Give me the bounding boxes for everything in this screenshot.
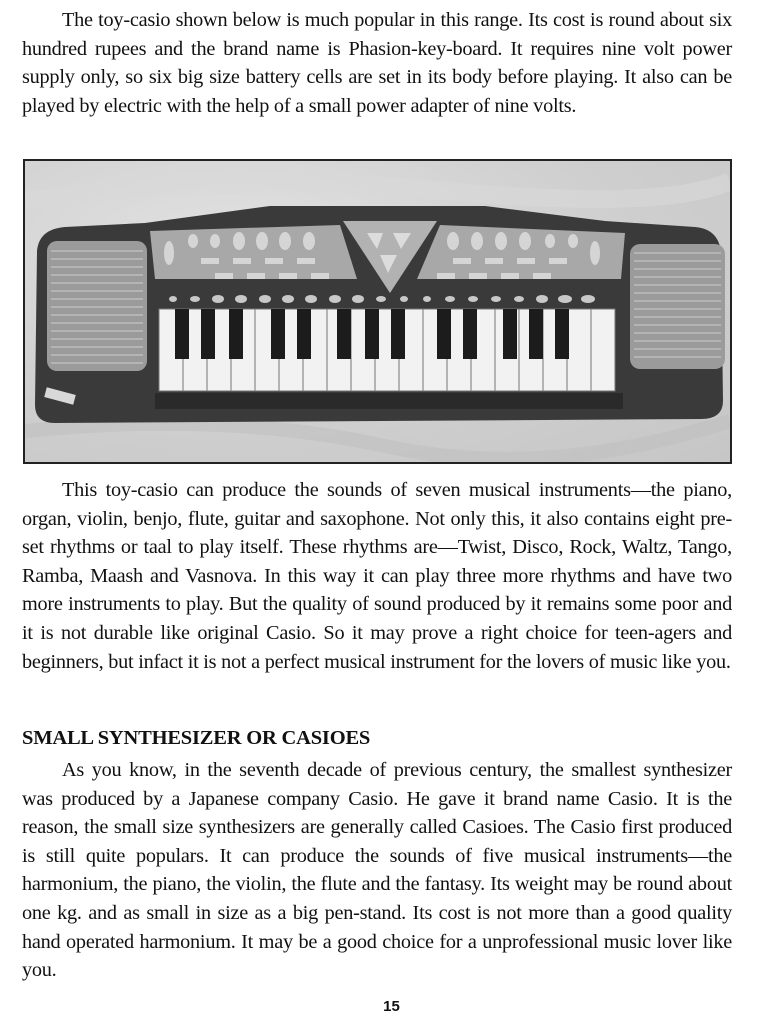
section-heading: SMALL SYNTHESIZER OR CASIOES	[22, 727, 371, 749]
white-keys	[159, 309, 615, 391]
left-speaker	[47, 241, 147, 371]
page-number: 15	[383, 998, 400, 1015]
intro-paragraph: The toy-casio shown below is much popular in this range. Its cost is round about six hundred rupees and the brand name is Phasion-key-board. It requires nine volt power supply only, so six big size battery cells are set in its body before playing. It also can be played by electric with the help of a small power adapter of nine volts.	[22, 9, 732, 117]
toy-casio-photo	[23, 159, 732, 464]
features-paragraph: This toy-casio can produce the sounds of seven musical instruments—the piano, organ, violin, benjo, flute, guitar and saxophone. Not only this, it also contains eight pre-set rhythms or taal to play itself. These rhythms are—Twist, Disco, Rock, Waltz, Tango, Ramba, Maash and Vasnova. In this way it can play three more rhythms and have two more instruments to play. But the quality of sound produced by it remains some poor and it is not durable like original Casio. So it may prove a right choice for teen-agers and beginners, but infact it is not a perfect musical instrument for the lovers of music like you.	[22, 479, 732, 673]
casio-history-paragraph: As you know, in the seventh decade of previous century, the smallest synthesizer was produced by a Japanese company Casio. He gave it brand name Casio. It is the reason, the small size synthesizers are generally called Casioes. The Casio first produced is still quite populars. It can produce the sounds of five musical instruments—the harmonium, the piano, the violin, the flute and the fantasy. Its weight may be round about one kg. and as small in size as a big pen-stand. Its cost is not more than a good quality hand operated harmonium. It may be a good choice for a unprofessional music lover like you.	[22, 759, 732, 982]
keyboard-illustration	[25, 161, 730, 462]
black-keys	[175, 309, 569, 359]
right-speaker	[630, 244, 725, 369]
